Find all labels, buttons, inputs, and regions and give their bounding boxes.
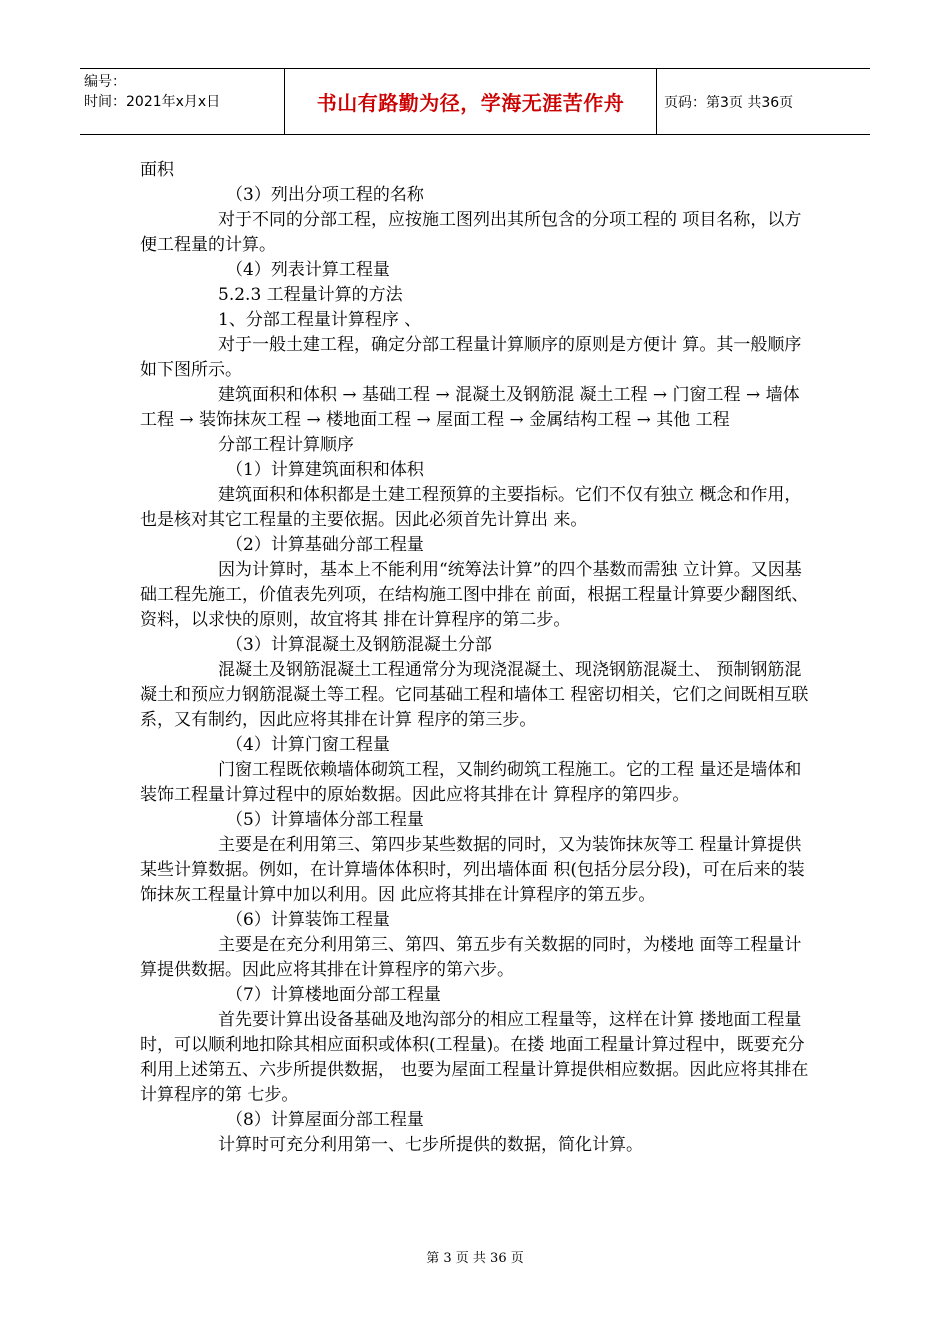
document-number-label: 编号： bbox=[84, 74, 126, 90]
document-body bbox=[140, 158, 812, 1158]
body-paragraph: （3）计算混凝土及钢筋混凝土分部 bbox=[226, 635, 492, 655]
body-paragraph: 因为计算时，基本上不能利用“统筹法计算”的四个基数而需独 立计算。又因基础工程先施工，价值表先列项，在结构施工图中排在 前面，根据工程量计算要少翻图纸、资料，以求快的原则，故宜将其 排在计算程序的第二步。 bbox=[140, 560, 809, 630]
body-paragraph: 对于不同的分部工程，应按施工图列出其所包含的分项工程的 项目名称，以方便工程量的计算。 bbox=[140, 210, 802, 255]
body-paragraph: 建筑面积和体积 → 基础工程 → 混凝土及钢筋混 凝土工程 → 门窗工程 → 墙体工程 → 装饰抹灰工程 → 楼地面工程 → 屋面工程 → 金属结构工程 → 其他 工程 bbox=[140, 385, 800, 430]
header-divider bbox=[656, 68, 657, 135]
body-paragraph: （7）计算楼地面分部工程量 bbox=[226, 985, 441, 1005]
body-paragraph: 门窗工程既依赖墙体砌筑工程，又制约砌筑工程施工。它的工程 量还是墙体和装饰工程量计算过程中的原始数据。因此应将其排在计 算程序的第四步。 bbox=[140, 760, 802, 805]
body-paragraph: 5.2.3 工程量计算的方法 bbox=[218, 285, 403, 305]
body-paragraph: （1）计算建筑面积和体积 bbox=[226, 460, 424, 480]
header-motto: 书山有路勤为径，学海无涯苦作舟 bbox=[316, 91, 625, 115]
page-header bbox=[80, 68, 870, 136]
body-paragraph: （2）计算基础分部工程量 bbox=[226, 535, 424, 555]
body-paragraph: 主要是在利用第三、第四步某些数据的同时，又为装饰抹灰等工 程量计算提供某些计算数据。例如，在计算墙体体积时，列出墙体面 积(包括分层分段)，可在后来的装饰抹灰工程量计算中加以利用。因 此应将其排在计算程序的第五步。 bbox=[140, 835, 805, 905]
header-page-info: 页码：第3页 共36页 bbox=[664, 94, 794, 111]
body-paragraph: （4）计算门窗工程量 bbox=[226, 735, 390, 755]
body-paragraph: （3）列出分项工程的名称 bbox=[226, 185, 424, 205]
body-paragraph: 建筑面积和体积都是土建工程预算的主要指标。它们不仅有独立 概念和作用，也是核对其它工程量的主要依据。因此必须首先计算出 来。 bbox=[140, 485, 802, 530]
body-paragraph: （8）计算屋面分部工程量 bbox=[226, 1110, 424, 1130]
body-paragraph: 对于一般土建工程，确定分部工程量计算顺序的原则是方便计 算。其一般顺序如下图所示。 bbox=[140, 335, 802, 380]
body-paragraph: 面积 bbox=[140, 160, 174, 180]
body-paragraph: （4）列表计算工程量 bbox=[226, 260, 390, 280]
body-paragraph: （6）计算装饰工程量 bbox=[226, 910, 390, 930]
page-footer: 第 3 页 共 36 页 bbox=[426, 1251, 524, 1266]
header-meta bbox=[84, 72, 284, 112]
body-paragraph: 1、分部工程量计算程序 、 bbox=[218, 310, 422, 330]
body-paragraph: 计算时可充分利用第一、七步所提供的数据，简化计算。 bbox=[218, 1135, 643, 1155]
body-paragraph: 分部工程计算顺序 bbox=[218, 435, 354, 455]
body-paragraph: （5）计算墙体分部工程量 bbox=[226, 810, 424, 830]
document-date-label: 时间：2021年x月x日 bbox=[84, 94, 221, 110]
body-paragraph: 首先要计算出设备基础及地沟部分的相应工程量等，这样在计算 搂地面工程量时，可以顺利地扣除其相应面积或体积(工程量)。在搂 地面工程量计算过程中，既要充分利用上述第五、六步所提供数据， 也要为屋面工程量计算提供相应数据。因此应将其排在计算程序的第 七步。 bbox=[140, 1010, 809, 1105]
body-paragraph: 混凝土及钢筋混凝土工程通常分为现浇混凝土、现浇钢筋混凝土、 预制钢筋混凝土和预应力钢筋混凝土等工程。它同基础工程和墙体工 程密切相关，它们之间既相互联系，又有制约，因此应将其排在计算 程序的第三步。 bbox=[140, 660, 809, 730]
body-paragraph: 主要是在充分利用第三、第四、第五步有关数据的同时，为楼地 面等工程量计算提供数据。因此应将其排在计算程序的第六步。 bbox=[140, 935, 802, 980]
